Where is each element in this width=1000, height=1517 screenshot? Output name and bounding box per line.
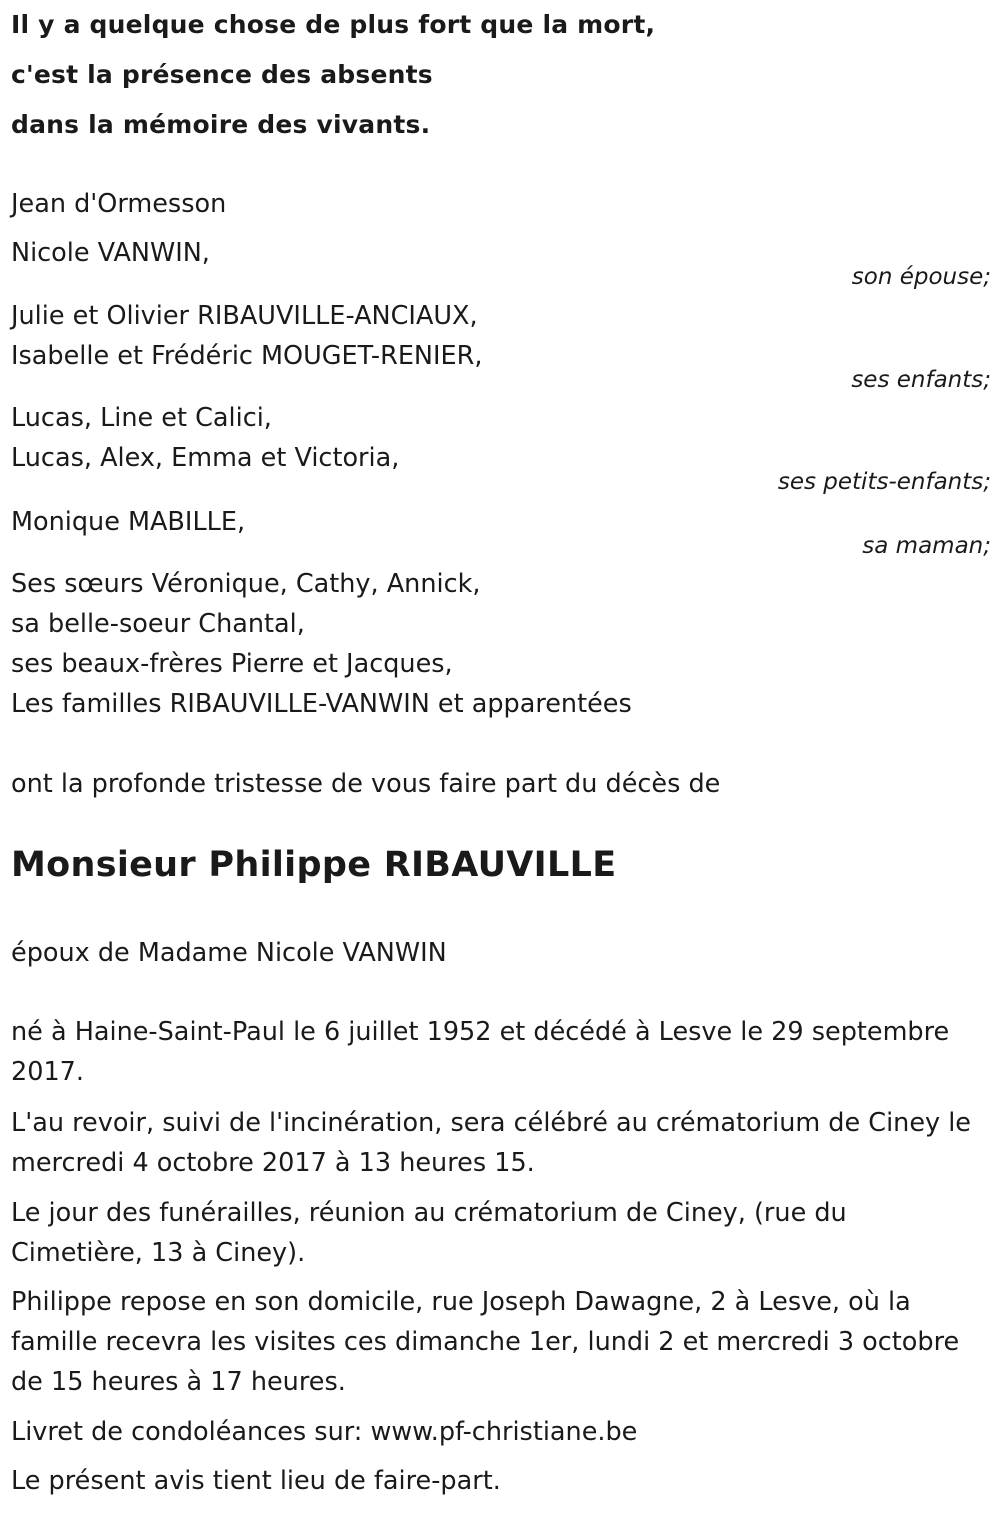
quote-line-1: Il y a quelque chose de plus fort que la mort, [11, 10, 656, 39]
relatives-line-3: ses beaux-frères Pierre et Jacques, [11, 649, 453, 679]
mother-name: Monique MABILLE, [11, 507, 246, 537]
spouse-role: son épouse; [851, 264, 991, 290]
meeting-paragraph: Le jour des funérailles, réunion au crématorium de Ciney, (rue du Cimetière, 13 à Ciney). [11, 1198, 847, 1268]
deceased-name: Monsieur Philippe RIBAUVILLE [11, 845, 617, 885]
quote-line-2: c'est la présence des absents [11, 60, 433, 89]
deceased-spouse-line: époux de Madame Nicole VANWIN [11, 938, 447, 968]
spouse-name: Nicole VANWIN, [11, 238, 210, 268]
quote-author: Jean d'Ormesson [11, 189, 227, 219]
quote-line-3: dans la mémoire des vivants. [11, 110, 431, 139]
relatives-line-4: Les familles RIBAUVILLE-VANWIN et apparentées [11, 689, 632, 719]
child-name-1: Julie et Olivier RIBAUVILLE-ANCIAUX, [11, 301, 478, 331]
condolences-line: Livret de condoléances sur: www.pf-christiane.be [11, 1417, 638, 1447]
ceremony-paragraph: L'au revoir, suivi de l'incinération, sera célébré au crématorium de Ciney le mercredi 4 octobre 2017 à 13 heures 15. [11, 1108, 971, 1178]
birth-death-paragraph: né à Haine-Saint-Paul le 6 juillet 1952 et décédé à Lesve le 29 septembre 2017. [11, 1017, 950, 1087]
visits-paragraph: Philippe repose en son domicile, rue Joseph Dawagne, 2 à Lesve, où la famille recevra les visites ces dimanche 1er, lundi 2 et mercredi 3 octobre de 15 heures à 17 heures. [11, 1287, 960, 1397]
announcement-text: ont la profonde tristesse de vous faire part du décès de [11, 769, 721, 799]
relatives-line-1: Ses sœurs Véronique, Cathy, Annick, [11, 569, 481, 599]
relatives-line-2: sa belle-soeur Chantal, [11, 609, 305, 639]
child-name-2: Isabelle et Frédéric MOUGET-RENIER, [11, 341, 483, 371]
mother-role: sa maman; [862, 533, 991, 559]
notice-line: Le présent avis tient lieu de faire-part. [11, 1466, 501, 1496]
children-role: ses enfants; [851, 367, 991, 393]
grandchildren-line-1: Lucas, Line et Calici, [11, 403, 272, 433]
grandchildren-role: ses petits-enfants; [777, 469, 991, 495]
grandchildren-line-2: Lucas, Alex, Emma et Victoria, [11, 443, 400, 473]
